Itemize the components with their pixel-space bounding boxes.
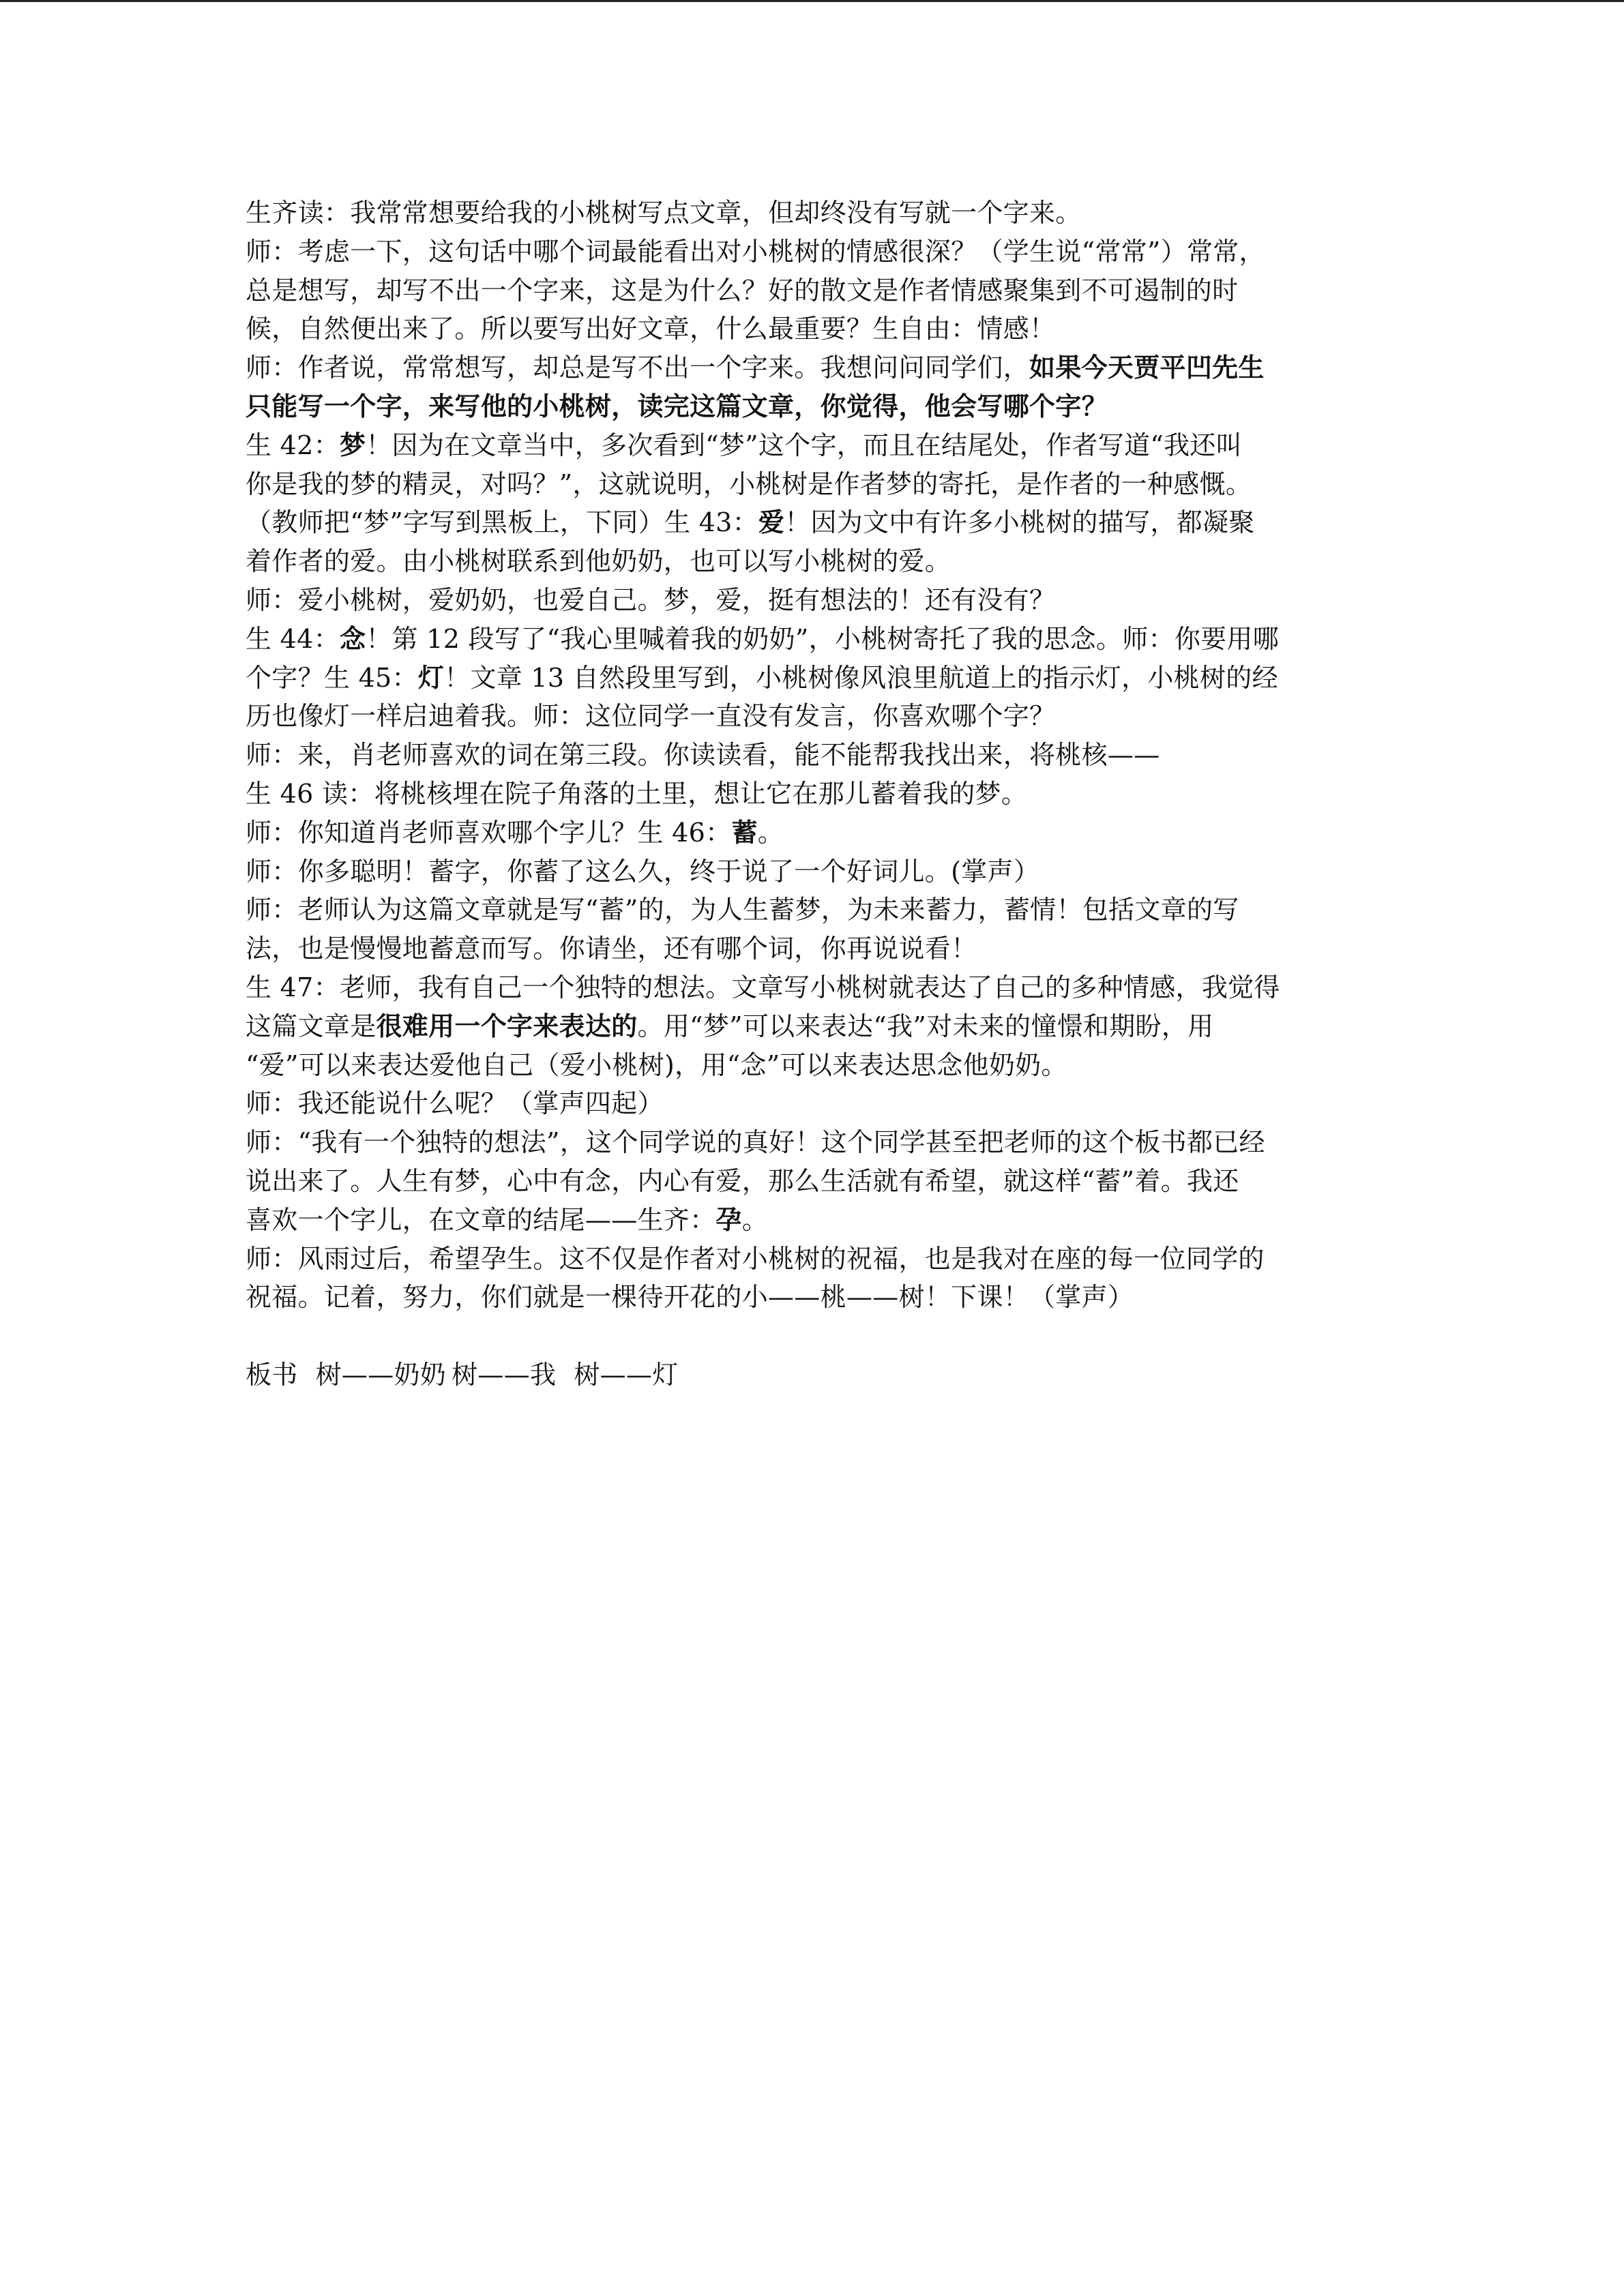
emphasized-text: 爱 xyxy=(758,507,785,538)
text-run: 师：爱小桃树，爱奶奶，也爱自己。梦，爱，挺有想法的！还有没有？ xyxy=(246,584,1056,615)
text-run: 生齐读：我常常想要给我的小桃树写点文章，但却终没有写就一个字来。 xyxy=(246,198,1082,228)
text-run: ！文章 13 自然段里写到，小桃树像风浪里航道上的指示灯，小桃树的经 xyxy=(444,662,1278,693)
transcript-line xyxy=(246,968,1381,1007)
transcript-line xyxy=(246,736,1381,775)
transcript-line xyxy=(246,891,1381,929)
text-run: ！第 12 段写了“我心里喊着我的奶奶”，小桃树寄托了我的思念。师：你要用哪 xyxy=(366,623,1280,654)
transcript-line xyxy=(246,310,1381,348)
text-run: 师：作者说，常常想写，却总是写不出一个字来。我想问问同学们， xyxy=(246,353,1030,383)
text-run: 这篇文章是 xyxy=(246,1011,377,1041)
text-run: 师：我还能说什么呢？（掌声四起） xyxy=(246,1088,664,1119)
text-run: 生 47：老师，我有自己一个独特的想法。文章写小桃树就表达了自己的多种情感，我觉得 xyxy=(246,972,1280,1002)
text-run: 师：“我有一个独特的想法”，这个同学说的真好！这个同学甚至把老师的这个板书都已经 xyxy=(246,1127,1265,1158)
board-item-me: 树——我 xyxy=(452,1359,557,1390)
text-run: 说出来了。人生有梦，心中有念，内心有爱，那么生活就有希望，就这样“蓄”着。我还 xyxy=(246,1165,1239,1196)
transcript-line xyxy=(246,1240,1381,1279)
emphasized-text: 蓄 xyxy=(731,817,758,848)
transcript-line xyxy=(246,271,1381,310)
transcript-line xyxy=(246,852,1381,891)
text-run: 法，也是慢慢地蓄意而写。你请坐，还有哪个词，你再说说看！ xyxy=(246,934,977,964)
text-run: 师：来，肖老师喜欢的词在第三段。你读读看，能不能帮我找出来，将桃核—— xyxy=(246,740,1160,771)
transcript-line xyxy=(246,503,1381,542)
page-top-border xyxy=(0,0,1624,2)
blackboard-notes xyxy=(246,1356,1381,1395)
text-run: 历也像灯一样启迪着我。师：这位同学一直没有发言，你喜欢哪个字？ xyxy=(246,701,1056,732)
emphasized-text: 只能写一个字，来写他的小桃树，读完这篇文章，你觉得，他会写哪个字？ xyxy=(246,391,1108,421)
transcript-line xyxy=(246,697,1381,736)
emphasized-text: 灯 xyxy=(417,662,445,693)
text-run: 生 42： xyxy=(246,430,340,460)
text-run: 师：考虑一下，这句话中哪个词最能看出对小桃树的情感很深？（学生说“常常”）常常， xyxy=(246,236,1265,267)
transcript-line xyxy=(246,1123,1381,1162)
transcript-line xyxy=(246,348,1381,387)
transcript-line xyxy=(246,929,1381,968)
text-run: 。 xyxy=(741,1204,769,1235)
transcript-line xyxy=(246,465,1381,504)
text-run: 祝福。记着，努力，你们就是一棵待开花的小——桃——树！下课！（掌声） xyxy=(246,1282,1134,1313)
text-run: 着作者的爱。由小桃树联系到他奶奶，也可以写小桃树的爱。 xyxy=(246,546,951,577)
transcript-line xyxy=(246,1278,1381,1317)
text-run: 师：你知道肖老师喜欢哪个字儿？生 46： xyxy=(246,817,732,848)
board-item-grandma: 树——奶奶 xyxy=(315,1359,447,1390)
paragraph-spacer xyxy=(246,1317,1381,1356)
text-run: 生 46 读：将桃核埋在院子角落的土里，想让它在那儿蓄着我的梦。 xyxy=(246,778,1028,809)
transcript-line xyxy=(246,1007,1381,1046)
emphasized-text: 很难用一个字来表达的 xyxy=(376,1011,638,1041)
transcript-line xyxy=(246,1046,1381,1085)
transcript-line xyxy=(246,387,1381,426)
document-page xyxy=(246,194,1381,1395)
transcript-line xyxy=(246,194,1381,233)
transcript-line xyxy=(246,1201,1381,1240)
lesson-transcript xyxy=(246,194,1381,1317)
text-run: 师：你多聪明！蓄字，你蓄了这么久，终于说了一个好词儿。(掌声） xyxy=(246,856,1040,886)
text-run: 个字？生 45： xyxy=(246,662,418,693)
emphasized-text: 如果今天贾平凹先生 xyxy=(1029,353,1265,383)
text-run: 总是想写，却写不出一个字来，这是为什么？好的散文是作者情感聚集到不可遏制的时 xyxy=(246,275,1239,305)
transcript-line xyxy=(246,659,1381,698)
text-run: 生 44： xyxy=(246,623,340,654)
text-run: 喜欢一个字儿，在文章的结尾——生齐： xyxy=(246,1204,716,1235)
transcript-line xyxy=(246,542,1381,581)
transcript-line xyxy=(246,620,1381,659)
transcript-line xyxy=(246,1084,1381,1123)
text-run: 。用“梦”可以来表达“我”对未来的憧憬和期盼，用 xyxy=(637,1011,1214,1041)
text-run: 候，自然便出来了。所以要写出好文章，什么最重要？生自由：情感！ xyxy=(246,314,1056,344)
emphasized-text: 念 xyxy=(339,623,366,654)
text-run: “爱”可以来表达爱他自己（爱小桃树)，用“念”可以来表达思念他奶奶。 xyxy=(246,1049,1067,1080)
emphasized-text: 孕 xyxy=(715,1204,742,1235)
board-item-lamp: 树——灯 xyxy=(574,1359,679,1390)
transcript-line xyxy=(246,775,1381,814)
text-run: （教师把“梦”字写到黑板上，下同）生 43： xyxy=(246,507,758,538)
transcript-line xyxy=(246,233,1381,271)
emphasized-text: 梦 xyxy=(339,430,366,460)
text-run: 师：风雨过后，希望孕生。这不仅是作者对小桃树的祝福，也是我对在座的每一位同学的 xyxy=(246,1243,1265,1274)
text-run: 师：老师认为这篇文章就是写“蓄”的，为人生蓄梦，为未来蓄力，蓄情！包括文章的写 xyxy=(246,895,1239,925)
text-run: 你是我的梦的精灵，对吗？”，这就说明，小桃树是作者梦的寄托，是作者的一种感慨。 xyxy=(246,468,1252,499)
board-label: 板书 xyxy=(246,1359,298,1390)
transcript-line xyxy=(246,1162,1381,1201)
text-run: ！因为文中有许多小桃树的描写，都凝聚 xyxy=(784,507,1255,538)
transcript-line xyxy=(246,426,1381,465)
transcript-line xyxy=(246,814,1381,852)
text-run: ！因为在文章当中，多次看到“梦”这个字，而且在结尾处，作者写道“我还叫 xyxy=(366,430,1243,460)
text-run: 。 xyxy=(757,817,784,848)
transcript-line xyxy=(246,581,1381,620)
